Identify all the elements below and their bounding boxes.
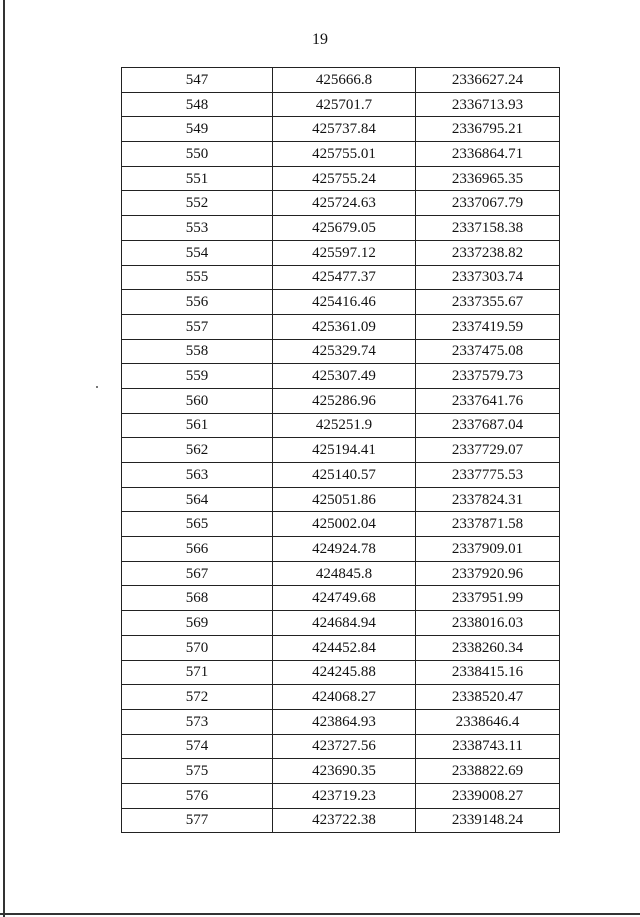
point-number-cell: 563 — [122, 463, 273, 488]
point-number-cell: 575 — [122, 759, 273, 784]
page-edge-left — [3, 0, 5, 917]
point-number-cell: 559 — [122, 364, 273, 389]
point-number-cell: 572 — [122, 685, 273, 710]
x-coordinate-cell: 424452.84 — [273, 635, 416, 660]
x-coordinate-cell: 423722.38 — [273, 808, 416, 833]
table-row — [122, 709, 560, 734]
y-coordinate-cell: 2338743.11 — [416, 734, 560, 759]
x-coordinate-cell: 425307.49 — [273, 364, 416, 389]
x-coordinate-cell: 424245.88 — [273, 660, 416, 685]
x-coordinate-cell: 425361.09 — [273, 314, 416, 339]
x-coordinate-cell: 423690.35 — [273, 759, 416, 784]
x-coordinate-cell: 425051.86 — [273, 487, 416, 512]
y-coordinate-cell: 2339148.24 — [416, 808, 560, 833]
x-coordinate-cell: 425477.37 — [273, 265, 416, 290]
table-row — [122, 142, 560, 167]
table-row — [122, 364, 560, 389]
point-number-cell: 571 — [122, 660, 273, 685]
table-row — [122, 339, 560, 364]
table-row — [122, 117, 560, 142]
x-coordinate-cell: 424924.78 — [273, 537, 416, 562]
y-coordinate-cell: 2337871.58 — [416, 512, 560, 537]
point-number-cell: 565 — [122, 512, 273, 537]
point-number-cell: 568 — [122, 586, 273, 611]
table-row — [122, 734, 560, 759]
table-row — [122, 537, 560, 562]
point-number-cell: 553 — [122, 216, 273, 241]
y-coordinate-cell: 2337067.79 — [416, 191, 560, 216]
y-coordinate-cell: 2337355.67 — [416, 290, 560, 315]
point-number-cell: 560 — [122, 388, 273, 413]
point-number-cell: 552 — [122, 191, 273, 216]
table-row — [122, 487, 560, 512]
y-coordinate-cell: 2337729.07 — [416, 438, 560, 463]
y-coordinate-cell: 2337824.31 — [416, 487, 560, 512]
point-number-cell: 557 — [122, 314, 273, 339]
table-row — [122, 191, 560, 216]
table-row — [122, 265, 560, 290]
table-row — [122, 586, 560, 611]
x-coordinate-cell: 425002.04 — [273, 512, 416, 537]
point-number-cell: 561 — [122, 413, 273, 438]
point-number-cell: 554 — [122, 240, 273, 265]
page-number: 19 — [312, 31, 328, 48]
point-number-cell: 558 — [122, 339, 273, 364]
x-coordinate-cell: 425755.01 — [273, 142, 416, 167]
table-row — [122, 512, 560, 537]
y-coordinate-cell: 2337475.08 — [416, 339, 560, 364]
y-coordinate-cell: 2337951.99 — [416, 586, 560, 611]
table-row — [122, 388, 560, 413]
x-coordinate-cell: 425755.24 — [273, 166, 416, 191]
table-row — [122, 685, 560, 710]
x-coordinate-cell: 425251.9 — [273, 413, 416, 438]
table-row — [122, 438, 560, 463]
x-coordinate-cell: 425140.57 — [273, 463, 416, 488]
x-coordinate-cell: 425701.7 — [273, 92, 416, 117]
y-coordinate-cell: 2339008.27 — [416, 783, 560, 808]
table-row — [122, 290, 560, 315]
table-row — [122, 660, 560, 685]
page-edge-bottom — [0, 913, 640, 915]
table-row — [122, 808, 560, 833]
y-coordinate-cell: 2337238.82 — [416, 240, 560, 265]
y-coordinate-cell: 2338415.16 — [416, 660, 560, 685]
y-coordinate-cell: 2336864.71 — [416, 142, 560, 167]
point-number-cell: 577 — [122, 808, 273, 833]
table-row — [122, 240, 560, 265]
point-number-cell: 547 — [122, 68, 273, 93]
point-number-cell: 566 — [122, 537, 273, 562]
y-coordinate-cell: 2337641.76 — [416, 388, 560, 413]
point-number-cell: 573 — [122, 709, 273, 734]
point-number-cell: 548 — [122, 92, 273, 117]
x-coordinate-cell: 423727.56 — [273, 734, 416, 759]
y-coordinate-cell: 2336795.21 — [416, 117, 560, 142]
point-number-cell: 567 — [122, 561, 273, 586]
scan-speck — [96, 386, 98, 388]
x-coordinate-cell: 425679.05 — [273, 216, 416, 241]
y-coordinate-cell: 2337687.04 — [416, 413, 560, 438]
x-coordinate-cell: 425724.63 — [273, 191, 416, 216]
x-coordinate-cell: 425194.41 — [273, 438, 416, 463]
table-row — [122, 759, 560, 784]
x-coordinate-cell: 425416.46 — [273, 290, 416, 315]
table-row — [122, 413, 560, 438]
point-number-cell: 570 — [122, 635, 273, 660]
point-number-cell: 569 — [122, 611, 273, 636]
y-coordinate-cell: 2337419.59 — [416, 314, 560, 339]
table-row — [122, 314, 560, 339]
table-row — [122, 463, 560, 488]
point-number-cell: 574 — [122, 734, 273, 759]
x-coordinate-cell: 423719.23 — [273, 783, 416, 808]
y-coordinate-cell: 2336965.35 — [416, 166, 560, 191]
point-number-cell: 564 — [122, 487, 273, 512]
y-coordinate-cell: 2338646.4 — [416, 709, 560, 734]
point-number-cell: 551 — [122, 166, 273, 191]
x-coordinate-cell: 424684.94 — [273, 611, 416, 636]
x-coordinate-cell: 425666.8 — [273, 68, 416, 93]
x-coordinate-cell: 425597.12 — [273, 240, 416, 265]
point-number-cell: 555 — [122, 265, 273, 290]
coordinates-table — [121, 67, 560, 833]
coordinates-table-body — [122, 68, 560, 833]
y-coordinate-cell: 2337303.74 — [416, 265, 560, 290]
x-coordinate-cell: 424068.27 — [273, 685, 416, 710]
y-coordinate-cell: 2338822.69 — [416, 759, 560, 784]
table-row — [122, 611, 560, 636]
x-coordinate-cell: 425737.84 — [273, 117, 416, 142]
x-coordinate-cell: 423864.93 — [273, 709, 416, 734]
point-number-cell: 576 — [122, 783, 273, 808]
table-row — [122, 166, 560, 191]
point-number-cell: 562 — [122, 438, 273, 463]
table-row — [122, 635, 560, 660]
y-coordinate-cell: 2338520.47 — [416, 685, 560, 710]
x-coordinate-cell: 425286.96 — [273, 388, 416, 413]
y-coordinate-cell: 2336713.93 — [416, 92, 560, 117]
table-row — [122, 561, 560, 586]
table-row — [122, 92, 560, 117]
point-number-cell: 549 — [122, 117, 273, 142]
y-coordinate-cell: 2337775.53 — [416, 463, 560, 488]
y-coordinate-cell: 2337158.38 — [416, 216, 560, 241]
y-coordinate-cell: 2336627.24 — [416, 68, 560, 93]
y-coordinate-cell: 2337579.73 — [416, 364, 560, 389]
point-number-cell: 556 — [122, 290, 273, 315]
table-row — [122, 216, 560, 241]
table-row — [122, 68, 560, 93]
y-coordinate-cell: 2337909.01 — [416, 537, 560, 562]
table-row — [122, 783, 560, 808]
y-coordinate-cell: 2338260.34 — [416, 635, 560, 660]
x-coordinate-cell: 424749.68 — [273, 586, 416, 611]
x-coordinate-cell: 425329.74 — [273, 339, 416, 364]
y-coordinate-cell: 2337920.96 — [416, 561, 560, 586]
x-coordinate-cell: 424845.8 — [273, 561, 416, 586]
point-number-cell: 550 — [122, 142, 273, 167]
y-coordinate-cell: 2338016.03 — [416, 611, 560, 636]
